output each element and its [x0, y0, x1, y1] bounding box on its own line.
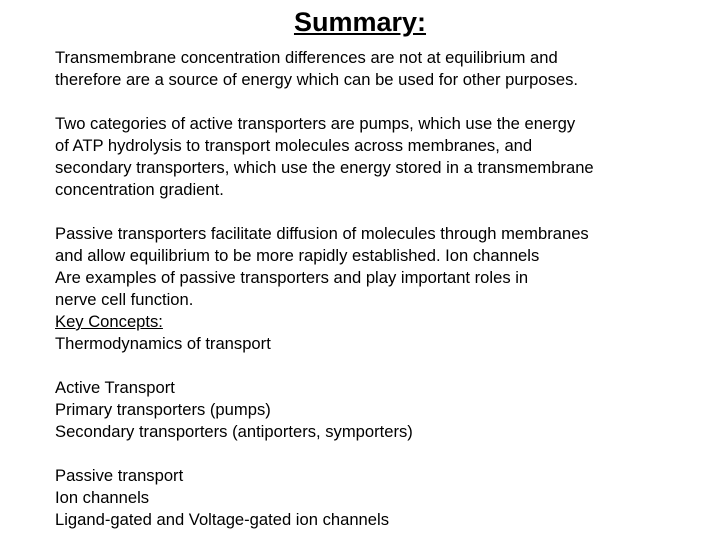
text-line: of ATP hydrolysis to transport molecules across membranes, and	[55, 136, 533, 155]
group-gap	[55, 443, 715, 465]
paragraph-passive-transporters	[55, 223, 715, 311]
group-gap	[55, 355, 715, 377]
concept-item: Passive transport	[55, 466, 184, 485]
concept-item: Primary transporters (pumps)	[55, 400, 271, 419]
concept-item: Secondary transporters (antiporters, symporters)	[55, 422, 413, 441]
concept-item: Active Transport	[55, 378, 175, 397]
key-concepts-heading: Key Concepts:	[55, 312, 163, 331]
text-line: Two categories of active transporters are pumps, which use the energy	[55, 114, 576, 133]
paragraph-active-transporters	[55, 113, 715, 201]
concept-item: Thermodynamics of transport	[55, 334, 271, 353]
text-line: nerve cell function.	[55, 290, 194, 309]
summary-content	[55, 47, 715, 531]
text-line: Are examples of passive transporters and play important roles in	[55, 268, 529, 287]
key-concepts-section	[55, 311, 715, 531]
text-line: and allow equilibrium to be more rapidly established. Ion channels	[55, 246, 540, 265]
paragraph-equilibrium	[55, 47, 715, 91]
paragraph-gap	[55, 91, 715, 113]
text-line: Transmembrane concentration differences are not at equilibrium and	[55, 48, 558, 67]
text-line: Passive transporters facilitate diffusion of molecules through membranes	[55, 224, 589, 243]
text-line: therefore are a source of energy which can be used for other purposes.	[55, 70, 579, 89]
concept-item: Ion channels	[55, 488, 150, 507]
text-line: secondary transporters, which use the energy stored in a transmembrane	[55, 158, 594, 177]
concept-item: Ligand-gated and Voltage-gated ion channels	[55, 510, 389, 529]
paragraph-gap	[55, 201, 715, 223]
text-line: concentration gradient.	[55, 180, 224, 199]
page-title: Summary:	[293, 7, 427, 37]
